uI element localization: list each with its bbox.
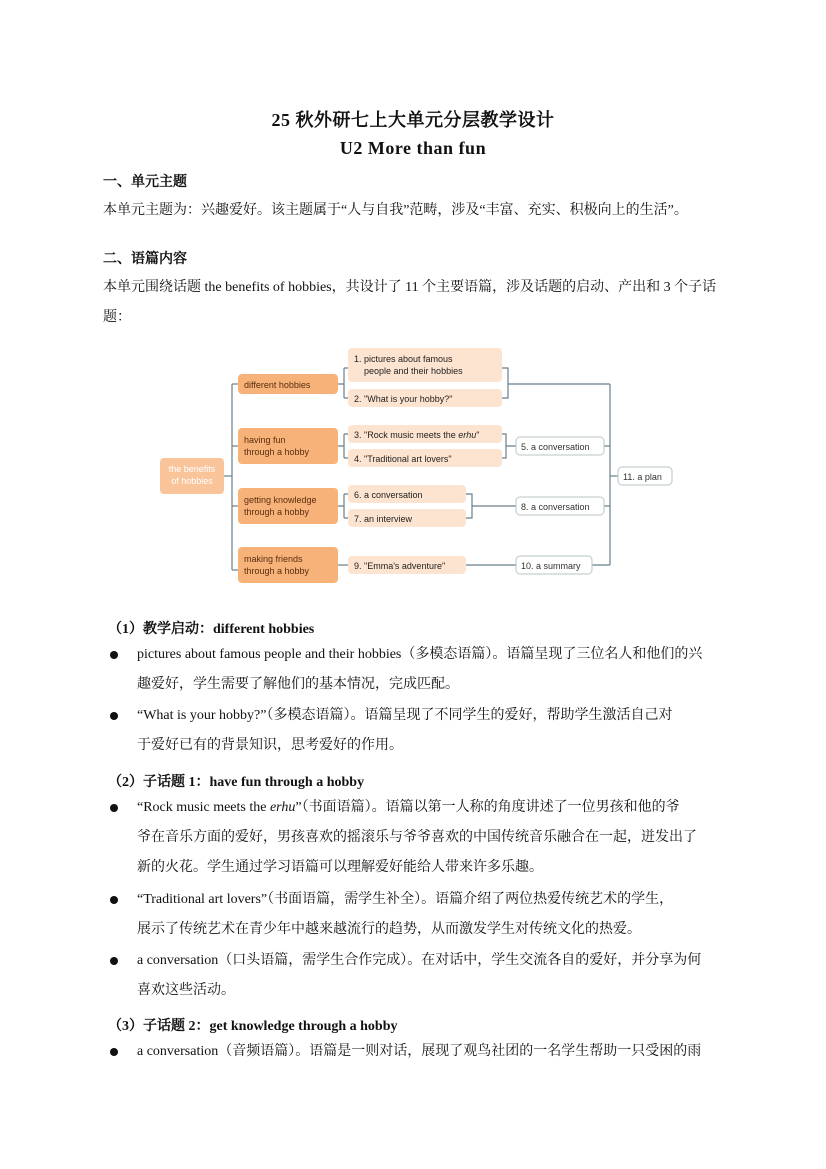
part2-item-3-line2: 喜欢这些活动。 <box>137 983 235 998</box>
part2-item-1-rest: ”（书面语篇）。语篇以第一人称的角度讲述了一位男孩和他的爷 <box>295 800 680 815</box>
diagram-output-10-label: 10. a summary <box>521 561 581 571</box>
bullet-dot <box>110 1048 118 1056</box>
part1-label: （1）教学启动： <box>108 622 213 637</box>
diagram-text-6-label: 6. a conversation <box>354 490 423 500</box>
document-subtitle: U2 More than fun <box>339 138 487 158</box>
part1-item-2-line2: 于爱好已有的背景知识，思考爱好的作用。 <box>137 738 403 753</box>
part3-item-1 <box>137 1037 737 1067</box>
part2-item-1-prefix: “Rock music meets the <box>137 800 270 815</box>
diagram-topic-2-line2: through a hobby <box>244 447 310 457</box>
diagram-topic-box <box>238 488 338 524</box>
diagram-topic-box <box>238 428 338 464</box>
bullet-dot <box>110 957 118 965</box>
part2-item-1 <box>137 793 737 883</box>
diagram-root-line2: of hobbies <box>171 476 213 486</box>
part1-item-1-line2: 趣爱好，学生需要了解他们的基本情况，完成匹配。 <box>137 677 459 692</box>
diagram-text-9-label: 9. "Emma's adventure" <box>354 561 446 571</box>
section2-text: 本单元围绕话题 the benefits of hobbies，共设计了 11 个主要语篇，涉及话题的启动、产出和 3 个子话题： <box>103 280 717 325</box>
part2-item-2-line1: “Traditional art lovers”（书面语篇，需学生补全）。语篇介绍了两位热爱传统艺术的学生， <box>137 892 674 907</box>
diagram-text-3-label <box>354 430 479 440</box>
diagram-text-1-line1: 1. pictures about famous <box>354 354 453 364</box>
part3-item-1-line1: a conversation（音频语篇）。语篇是一则对话，展现了观鸟社团的一名学生帮助一只受困的雨 <box>137 1044 702 1059</box>
diagram-root-line1: the benefits <box>168 464 216 474</box>
diagram-text-3-italic: erhu <box>458 430 477 440</box>
diagram-text-2-label: 2. "What is your hobby?" <box>354 394 453 404</box>
part1-item-1-line1: pictures about famous people and their hobbies（多模态语篇）。语篇呈现了三位名人和他们的兴 <box>137 647 703 662</box>
diagram-output-5-label: 5. a conversation <box>521 442 590 452</box>
diagram-topic-3-line1: getting knowledge <box>244 495 317 505</box>
part2-item-3-line1: a conversation（口头语篇，需学生合作完成）。在对话中，学生交流各自的爱好，并分享为何 <box>137 953 702 968</box>
section1-heading: 一、单元主题 <box>103 175 187 190</box>
part1-label-en: different hobbies <box>213 622 315 637</box>
bullet-dot <box>110 651 118 659</box>
part3-heading <box>108 1015 398 1035</box>
part2-item-1-line2: 爷在音乐方面的爱好，男孩喜欢的摇滚乐与爷爷喜欢的中国传统音乐融合在一起，迸发出了 <box>137 830 697 845</box>
diagram-topic-box <box>238 547 338 583</box>
diagram-output-8-label: 8. a conversation <box>521 502 590 512</box>
hobby-text-map-diagram <box>158 340 678 590</box>
part2-label-en: have fun through a hobby <box>209 775 365 790</box>
document-title: 25 秋外研七上大单元分层教学设计 <box>271 110 555 130</box>
bullet-dot <box>110 712 118 720</box>
diagram-topic-4-line1: making friends <box>244 554 303 564</box>
diagram-topic-4-line2: through a hobby <box>244 566 310 576</box>
part1-item-1 <box>137 640 737 700</box>
diagram-output-11-label: 11. a plan <box>623 472 662 482</box>
part1-item-2 <box>137 701 737 761</box>
part2-label: （2）子话题 1： <box>108 775 210 790</box>
part2-item-2 <box>137 885 737 945</box>
part2-item-1-italic: erhu <box>269 800 296 815</box>
diagram-topic-1-label: different hobbies <box>244 380 311 390</box>
part1-item-2-line1: “What is your hobby?”（多模态语篇）。语篇呈现了不同学生的爱好，帮助学生激活自己对 <box>137 708 673 723</box>
diagram-text-7-label: 7. an interview <box>354 514 413 524</box>
part2-item-3 <box>137 946 737 1006</box>
bullet-dot <box>110 896 118 904</box>
part2-item-1-line3: 新的火花。学生通过学习语篇可以理解爱好能给人带来许多乐趣。 <box>137 860 543 875</box>
diagram-text-3-part3: " <box>476 430 480 440</box>
part2-heading <box>108 771 364 791</box>
diagram-topic-2-line1: having fun <box>244 435 286 445</box>
bullet-dot <box>110 804 118 812</box>
section1-text: 本单元主题为：兴趣爱好。该主题属于“人与自我”范畴，涉及“丰富、充实、积极向上的生活”。 <box>103 203 688 218</box>
diagram-text-1-line2: people and their hobbies <box>364 366 463 376</box>
part1-heading <box>108 618 314 638</box>
diagram-text-3-part1: 3. "Rock music meets the <box>354 430 459 440</box>
diagram-text-4-label: 4. "Traditional art lovers" <box>354 454 452 464</box>
part3-label: （3）子话题 2： <box>108 1019 210 1034</box>
part3-label-en: get knowledge through a hobby <box>209 1019 398 1034</box>
part2-item-2-line2: 展示了传统艺术在青少年中越来越流行的趋势，从而激发学生对传统文化的热爱。 <box>137 922 641 937</box>
part2-item-1-line1 <box>137 793 737 823</box>
diagram-topic-3-line2: through a hobby <box>244 507 310 517</box>
section2-heading: 二、语篇内容 <box>103 252 187 267</box>
